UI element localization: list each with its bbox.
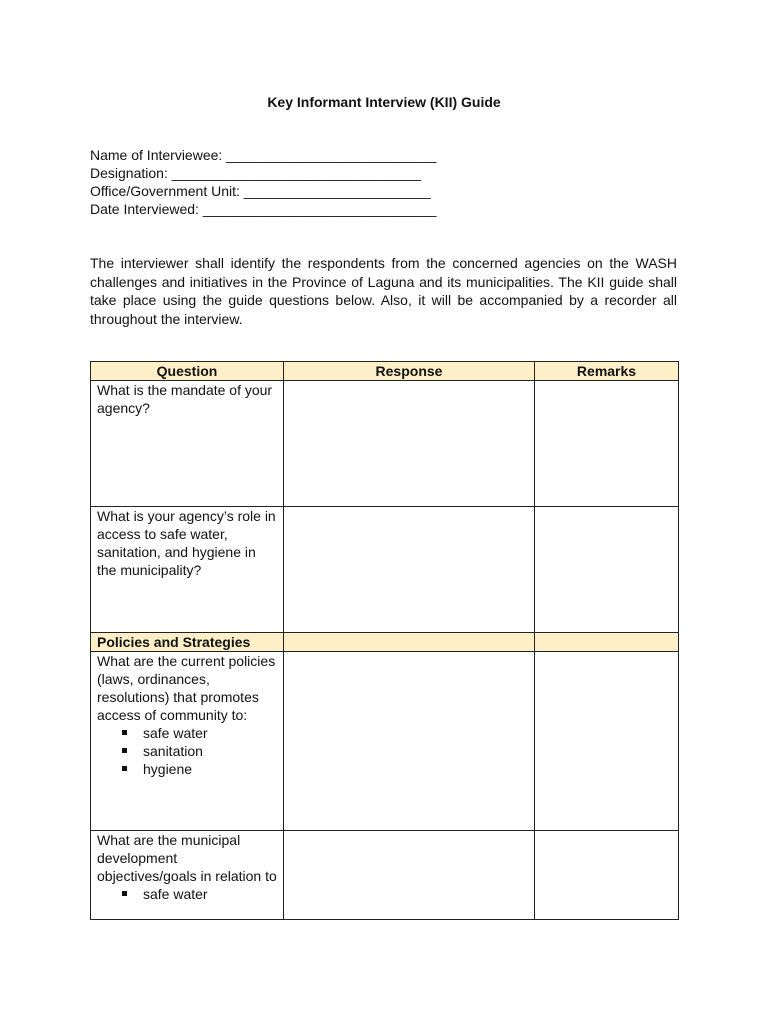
section-empty-cell xyxy=(535,633,679,652)
table-header-row xyxy=(91,362,679,381)
table-row xyxy=(91,831,679,920)
table-row xyxy=(91,507,679,633)
list-item: safe water xyxy=(143,724,277,742)
office-government-unit-field: Office/Government Unit: ________________________ xyxy=(90,183,431,199)
name-of-interviewee-field: Name of Interviewee: ___________________________ xyxy=(90,147,437,163)
question-cell: What is the mandate of your agency? xyxy=(91,381,284,507)
question-cell xyxy=(91,652,284,831)
section-title: Policies and Strategies xyxy=(91,633,284,652)
date-interviewed-field: Date Interviewed: ______________________________ xyxy=(90,201,437,217)
bullet-list xyxy=(97,885,277,903)
table-row xyxy=(91,652,679,831)
header-remarks: Remarks xyxy=(535,362,679,381)
response-cell[interactable] xyxy=(284,381,535,507)
list-item: hygiene xyxy=(143,760,277,778)
remarks-cell[interactable] xyxy=(535,507,679,633)
question-text: What are the municipal development objectives/goals in relation to xyxy=(97,832,277,884)
interview-guide-table xyxy=(90,361,679,920)
remarks-cell[interactable] xyxy=(535,381,679,507)
intro-paragraph: The interviewer shall identify the respondents from the concerned agencies on the WASH challenges and initiatives in the Province of Laguna and its municipalities. The KII guide shall take place using the guide questions below. Also, it will be accompanied by a recorder all throughout the interview. xyxy=(90,255,677,327)
remarks-cell[interactable] xyxy=(535,831,679,920)
section-empty-cell xyxy=(284,633,535,652)
list-item: sanitation xyxy=(143,742,277,760)
question-text: What are the current policies (laws, ordinances, resolutions) that promotes access of community to: xyxy=(97,653,276,723)
header-question: Question xyxy=(91,362,284,381)
table-row xyxy=(91,381,679,507)
response-cell[interactable] xyxy=(284,507,535,633)
bullet-list xyxy=(97,724,277,778)
interviewee-fields xyxy=(90,146,436,218)
response-cell[interactable] xyxy=(284,831,535,920)
header-response: Response xyxy=(284,362,535,381)
list-item: safe water xyxy=(143,885,277,903)
question-cell xyxy=(91,831,284,920)
remarks-cell[interactable] xyxy=(535,652,679,831)
designation-field: Designation: ________________________________ xyxy=(90,165,421,181)
document-title: Key Informant Interview (KII) Guide xyxy=(267,94,501,110)
question-cell: What is your agency’s role in access to safe water, sanitation, and hygiene in the municipality? xyxy=(91,507,284,633)
response-cell[interactable] xyxy=(284,652,535,831)
section-row xyxy=(91,633,679,652)
